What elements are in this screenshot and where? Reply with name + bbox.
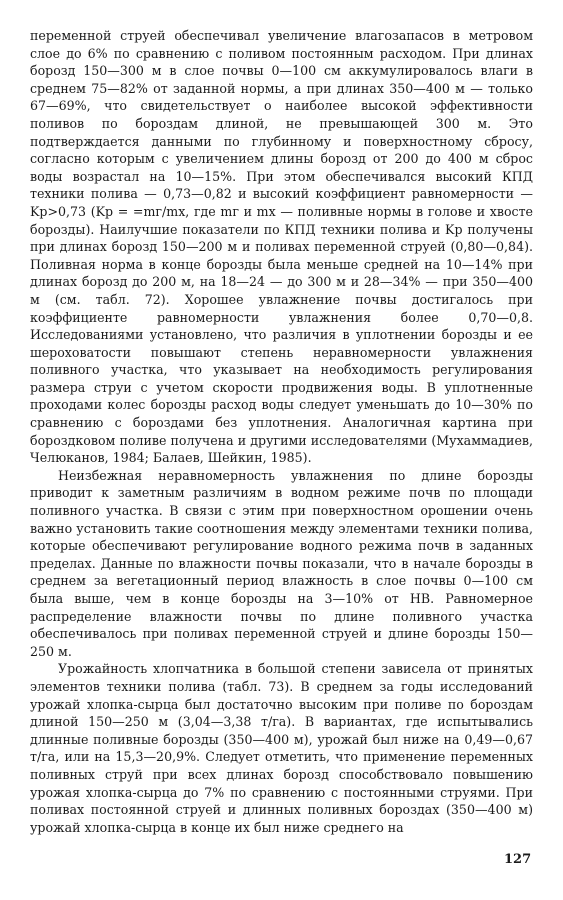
page-text-block xyxy=(30,27,533,836)
page-number: 127 xyxy=(504,852,532,867)
paragraph-2: Неизбежная неравномерность увлажнения по длине борозды приводит к заметным различиям в водном режиме почв по площади поливного участка. В связи с этим при поверхностном орошении очень важно установить такие соотношения между элементами техники полива, которые обеспечивают регулирование водного режима почв в заданных пределах. Данные по влажности почвы показали, что в начале борозды в среднем за вегетационный период влажность в слое почвы 0—100 см была выше, чем в конце борозды на 3—10% от НВ. Равномерное распределение влажности почвы по длине поливного участка обеспечивалось при поливах переменной струей и длине борозды 150—250 м. xyxy=(30,467,533,659)
paragraph-1: переменной струей обеспечивал увеличение влагозапасов в метровом слое до 6% по сравнению с поливом постоянным расходом. При длинах борозд 150—300 м в слое почвы 0—100 см аккумулировалось влаги в среднем 75—82% от заданной нормы, а при длинах 350—400 м — только 67—69%, что свидетельствует о наиболее высокой эффективности поливов по бороздам длиной, не превышающей 300 м. Это подтверждается данными по глубинному и поверхностному сбросу, согласно которым с увеличением длины борозд от 200 до 400 м сброс воды возрастал на 10—15%. При этом обеспечивался высокий КПД техники полива — 0,73—0,82 и высокий коэффициент равномерности — Kр>0,73 (Kр = =mг/mх, где mг и mх — поливные нормы в голове и хвосте борозды). Наилучшие показатели по КПД техники полива и Kр получены при длинах борозд 150—200 м и поливах переменной струей (0,80—0,84). Поливная норма в конце борозды была меньше средней на 10—14% при длинах борозд до 200 м, на 18—24 — до 300 м и 28—34% — при 350—400 м (см. табл. 72). Хорошее увлажнение почвы достигалось при коэффициенте равномерности увлажнения более 0,70—0,8. Исследованиями установлено, что различия в уплотнении борозды и ее шероховатости повышают степень неравномерности увлажнения поливного участка, что указывает на необходимость регулирования размера струи с учетом скорости продвижения воды. В уплотненные проходами колес борозды расход воды следует уменьшать до 10—30% по сравнению с бороздами без уплотнения. Аналогичная картина при бороздковом поливе получена и другими исследователями (Мухаммадиев, Челюканов, 1984; Балаев, Шейкин, 1985). xyxy=(30,28,533,466)
paragraph-3: Урожайность хлопчатника в большой степени зависела от принятых элементов техники полива (табл. 73). В среднем за годы исследований урожай хлопка-сырца был достаточно высоким при поливе по бороздам длиной 150—250 м (3,04—3,38 т/га). В вариантах, где испытывались длинные поливные борозды (350—400 м), урожай был ниже на 0,49—0,67 т/га, или на 15,3—20,9%. Следует отметить, что применение переменных поливных струй при всех длинах борозд способствовало повышению урожая хлопка-сырца до 7% по сравнению с постоянными струями. При поливах постоянной струей и длинных поливных бороздах (350—400 м) урожай хлопка-сырца в конце их был ниже среднего на xyxy=(30,661,533,835)
